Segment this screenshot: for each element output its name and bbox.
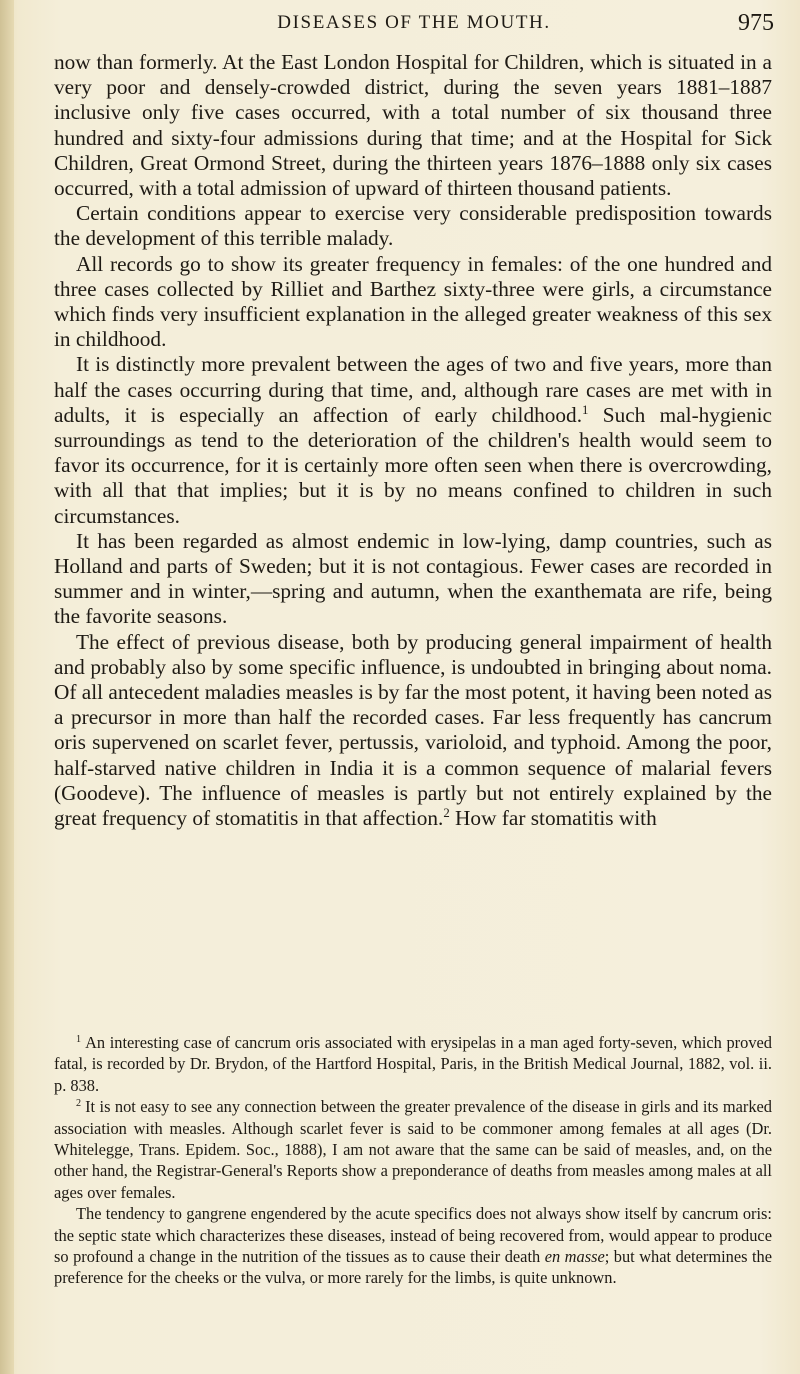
footnote-1 [54,1032,772,1096]
paragraph-text: How far stomatitis with [449,806,657,831]
footnote-text: The tendency to gangrene engendered by the acute specifics does not always show itself by cancrum oris: the septic state which characterizes these diseases, instead of being recovered from, would appear to produce so profound a change in the nutrition of the tissues as to cause their death [54,1204,772,1267]
page-gutter-shadow [0,0,14,1374]
paragraph-endemic: It has been regarded as almost endemic in low-lying, damp countries, such as Holland and parts of Sweden; but it is not contagious. Fewer cases are recorded in summer and in winter,—spring and autumn, when the exanthemata are rife, being the favorite seasons. [54,528,772,629]
footnote-text: ; but what determines the preference for the cheeks or the vulva, or more rarely for the limbs, is quite unknown. [54,1247,772,1288]
paragraph-text: The effect of previous disease, both by producing general impairment of health and probably also by some specific influence, is undoubted in bringing about noma. Of all antecedent maladies measles is by far the most potent, it having been noted as a precursor in more than half the recorded cases. Far less frequently has cancrum oris supervened on scarlet fever, pertussis, varioloid, and typhoid. Among the poor, half-starved native children in India it is a common sequence of malarial fevers (Goodeve). The influence of measles is partly but not entirely explained by the great frequency of stomatitis in that affection. [54,629,772,831]
paragraph-text: Such mal-hygienic surroundings as tend to the deterioration of the children's health would seem to favor its occurrence, for it is certainly more often seen when there is overcrowding, with all that that implies; but it is by no means confined to children in such circumstances. [54,402,772,528]
paragraph-previous-disease [54,630,772,832]
paragraph-text: It is distinctly more prevalent between the ages of two and five years, more than half the cases occurring during that time, and, although rare cases are met with in adults, it is especially an affection of early childhood. [54,352,772,427]
paragraph-predisposition: Certain conditions appear to exercise very considerable predisposition towards the development of this terrible malady. [54,201,772,251]
footnote-mark: 1 [76,1033,82,1045]
page-header [54,10,774,46]
paragraph-age-prevalence [54,352,772,528]
footnote-reference[interactable]: 2 [443,806,450,820]
footnote-italic-phrase: en masse [544,1247,605,1267]
main-text [54,50,772,831]
footnote-2-continuation [54,1203,772,1289]
footnote-text: It is not easy to see any connection between the greater prevalence of the disease in girls and its marked association with measles. Although scarlet fever is said to be commoner among females at all ages (Dr. Whitelegge, Trans. Epidem. Soc., 1888), I am not aware that the same can be said of measles, and, on the other hand, the Registrar-General's Reports show a preponderance of deaths from measles among males at all ages over females. [54,1097,772,1202]
footnote-text: An interesting case of cancrum oris associated with erysipelas in a man aged forty-seven, which proved fatal, is recorded by Dr. Brydon, of the Hartford Hospital, Paris, in the British Medical Journal, 1882, vol. ii. p. 838. [54,1033,772,1095]
footnote-2 [54,1096,772,1203]
running-head: DISEASES OF THE MOUTH. [277,12,551,33]
footnote-mark: 2 [76,1097,82,1109]
footnotes [54,1032,772,1289]
paragraph-female-frequency: All records go to show its greater frequency in females: of the one hundred and three cases collected by Rilliet and Barthez sixty-three were girls, a circumstance which finds very insufficient explanation in the alleged greater weakness of this sex in childhood. [54,251,772,352]
footnote-reference[interactable]: 1 [582,402,589,417]
paragraph-hospital-statistics: now than formerly. At the East London Hospital for Children, which is situated in a very poor and densely-crowded district, during the seven years 1881–1887 inclusive only five cases occurred, with a total number of six thousand three hundred and sixty-four admissions during that time; and at the Hospital for Sick Children, Great Ormond Street, during the thirteen years 1876–1888 only six cases occurred, with a total admission of upward of thirteen thousand patients. [54,50,772,201]
page-number: 975 [738,10,774,36]
